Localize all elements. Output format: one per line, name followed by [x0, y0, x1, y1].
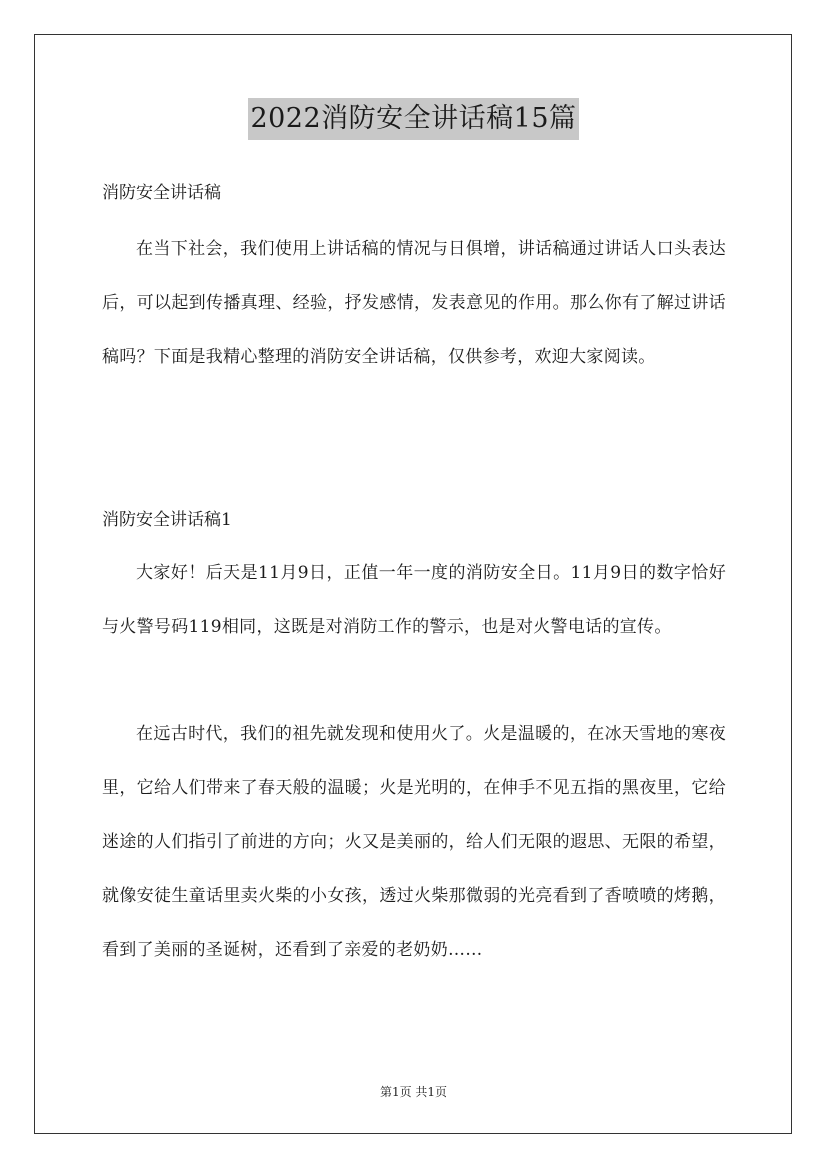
title-wrapper	[0, 98, 827, 140]
document-title: 2022消防安全讲话稿15篇	[248, 98, 578, 140]
intro-heading: 消防安全讲话稿	[102, 183, 221, 203]
page-footer: 第1页 共1页	[379, 1085, 448, 1099]
section-heading: 消防安全讲话稿1	[102, 510, 232, 530]
intro-paragraph: 在当下社会，我们使用上讲话稿的情况与日俱增，讲话稿通过讲话人口头表达后，可以起到传播真理、经验，抒发感情，发表意见的作用。那么你有了解过讲话稿吗？下面是我精心整理的消防安全讲话稿，仅供参考，欢迎大家阅读。	[102, 239, 726, 367]
section-paragraph-2: 在远古时代，我们的祖先就发现和使用火了。火是温暖的，在冰天雪地的寒夜里，它给人们带来了春天般的温暖；火是光明的，在伸手不见五指的黑夜里，它给迷途的人们指引了前进的方向；火又是美丽的，给人们无限的遐思、无限的希望，就像安徒生童话里卖火柴的小女孩，透过火柴那微弱的光亮看到了香喷喷的烤鹅，看到了美丽的圣诞树，还看到了亲爱的老奶奶……	[102, 724, 726, 960]
section-paragraph-1: 大家好！后天是11月9日，正值一年一度的消防安全日。11月9日的数字恰好与火警号码119相同，这既是对消防工作的警示，也是对火警电话的宣传。	[102, 563, 726, 637]
